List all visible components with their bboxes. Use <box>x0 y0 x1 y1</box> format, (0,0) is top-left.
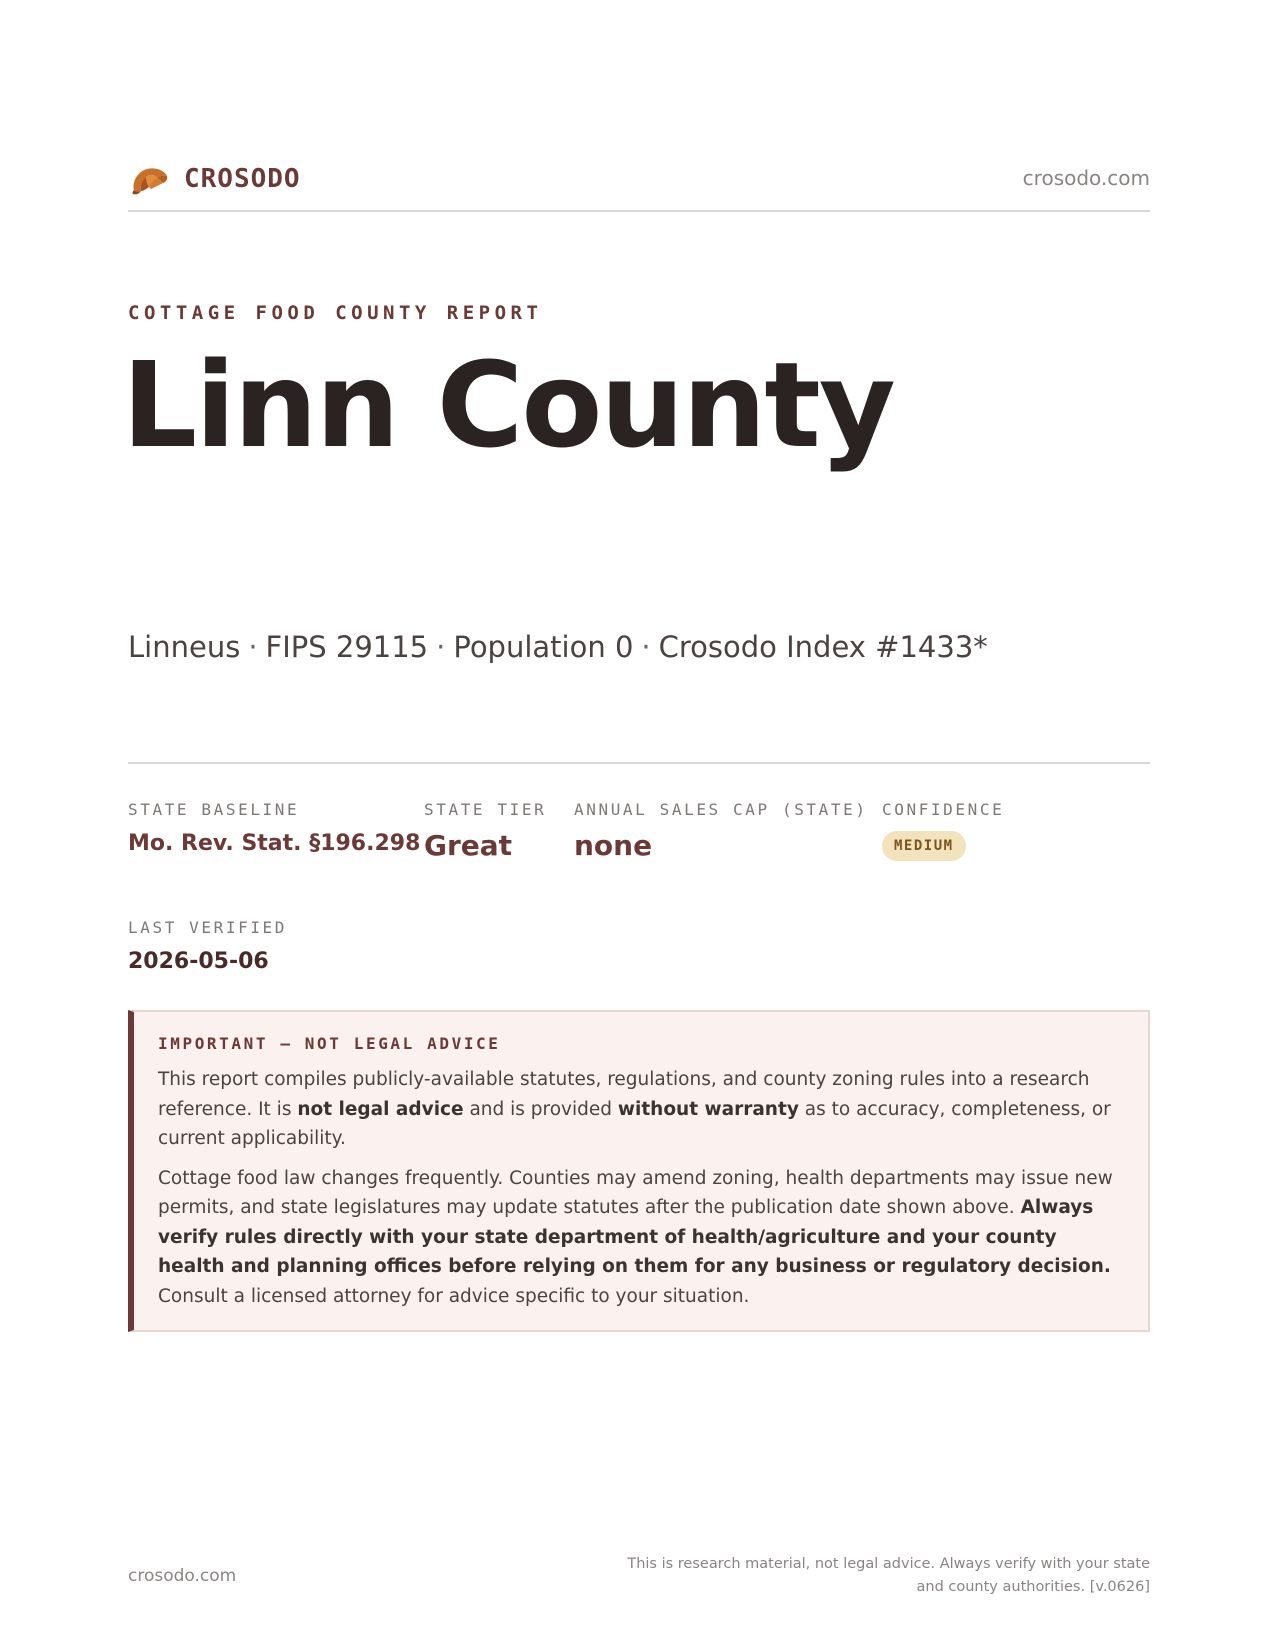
report-eyebrow: COTTAGE FOOD COUNTY REPORT <box>128 302 543 324</box>
stat-value: Mo. Rev. Stat. §196.298 <box>128 831 421 856</box>
crosodo-index: Crosodo Index #1433* <box>658 630 988 664</box>
separator: · <box>436 630 446 664</box>
page-title: Linn County <box>122 336 894 474</box>
header <box>128 158 1150 208</box>
notice-text: Consult a licensed attorney for advice specific to your situation. <box>158 1285 750 1307</box>
header-site-link[interactable]: crosodo.com <box>1022 166 1150 190</box>
stat-label: STATE TIER <box>424 800 547 819</box>
brand-name: CROSODO <box>184 164 301 194</box>
stat-label: ANNUAL SALES CAP (STATE) <box>574 800 868 819</box>
stat-value: none <box>574 829 653 862</box>
brand[interactable] <box>128 158 301 200</box>
confidence-badge: MEDIUM <box>882 831 966 861</box>
footer-disclaimer <box>590 1553 1150 1599</box>
footer-disclaimer-line: and county authorities. [v.0626] <box>916 1579 1150 1595</box>
report-page <box>122 0 1150 1650</box>
legal-notice <box>128 1010 1150 1332</box>
stat-confidence <box>882 800 1004 861</box>
stat-label: CONFIDENCE <box>882 800 1005 819</box>
notice-emphasis: without warranty <box>617 1098 799 1120</box>
report-subtitle <box>128 630 988 664</box>
stat-value: 2026-05-06 <box>128 949 269 974</box>
stat-state-baseline <box>128 800 420 856</box>
notice-emphasis: Always verify rules directly with your state department of health/agriculture and your county health and planning offices before relying on them for any business or regulatory decision. <box>158 1197 1111 1277</box>
separator: · <box>248 630 258 664</box>
notice-paragraph <box>158 1065 1122 1154</box>
notice-text: as to accuracy, completeness, or current applicability. <box>158 1098 1111 1149</box>
stat-state-tier <box>424 800 546 862</box>
footer-disclaimer-line: This is research material, not legal advice. Always verify with your state <box>627 1556 1150 1572</box>
fips-code: FIPS 29115 <box>265 630 429 664</box>
notice-text: This report compiles publicly-available statutes, regulations, and county zoning rules into a research reference. It is <box>158 1069 1090 1120</box>
stat-label: STATE BASELINE <box>128 800 300 819</box>
notice-title: IMPORTANT — NOT LEGAL ADVICE <box>158 1034 501 1053</box>
notice-text: Cottage food law changes frequently. Counties may amend zoning, health departments may issue new permits, and state legislatures may update statutes after the publication date shown above. <box>158 1167 1113 1218</box>
stat-value: Great <box>424 829 513 862</box>
stat-last-verified <box>128 918 287 974</box>
stat-sales-cap <box>574 800 868 862</box>
notice-paragraph <box>158 1164 1122 1312</box>
notice-text: and is provided <box>463 1098 618 1120</box>
separator: · <box>641 630 651 664</box>
notice-emphasis: not legal advice <box>297 1098 464 1120</box>
section-divider <box>128 762 1150 764</box>
footer-site-link[interactable]: crosodo.com <box>128 1566 237 1586</box>
county-seat: Linneus <box>128 630 241 664</box>
header-divider <box>128 210 1150 212</box>
stat-label: LAST VERIFIED <box>128 918 288 937</box>
croissant-icon <box>128 158 170 200</box>
population: Population 0 <box>453 630 634 664</box>
